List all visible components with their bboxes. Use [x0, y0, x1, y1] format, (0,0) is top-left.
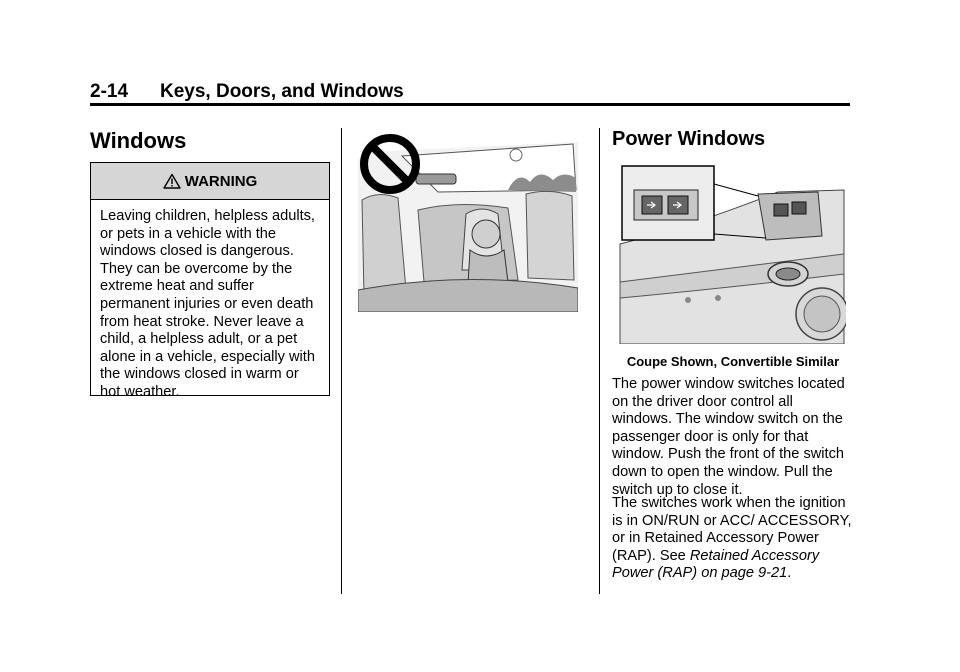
header-rule: [90, 103, 850, 106]
paragraph-ignition: [612, 495, 852, 583]
power-window-switches-illustration: [618, 164, 846, 344]
column-divider-right: [599, 128, 600, 594]
warning-text: Leaving children, helpless adults, or pets in a vehicle with the windows closed is dangerous. They can be overcome by the extreme heat and suffer permanent injuries or even death from heat stroke. Never leave a child, a helpless adult, or a pet alone in a vehicle, especially with the windows closed in warm or hot weather.: [100, 208, 315, 400]
cross-reference-link[interactable]: Retained Accessory Power (RAP) on page 9-21: [612, 547, 820, 582]
warning-label: WARNING: [184, 172, 258, 190]
warning-header: [91, 163, 329, 200]
warning-triangle-icon: [163, 173, 181, 189]
warning-box: [90, 162, 330, 400]
figure-caption: Coupe Shown, Convertible Similar: [626, 354, 840, 369]
page-number: 2-14: [90, 81, 129, 102]
page-header: [90, 81, 850, 105]
paragraph-ignition-end: .: [787, 565, 792, 582]
section-title: Keys, Doors, and Windows: [160, 81, 404, 102]
paragraph-ignition-text: The switches work when the ignition is in ON/RUN or ACC/ ACCESSORY, or in Retained Accessory Power (RAP). See: [612, 495, 852, 564]
power-windows-heading: Power Windows: [612, 128, 766, 150]
child-in-car-illustration: [358, 130, 578, 312]
column-divider-left: [341, 128, 342, 594]
paragraph-switch-locations: The power window switches located on the driver door control all windows. The window switch on the passenger door is only for that window. Push the front of the switch down to open the window. Pull the switch up to close it.: [612, 376, 845, 498]
windows-heading: Windows: [90, 128, 187, 153]
